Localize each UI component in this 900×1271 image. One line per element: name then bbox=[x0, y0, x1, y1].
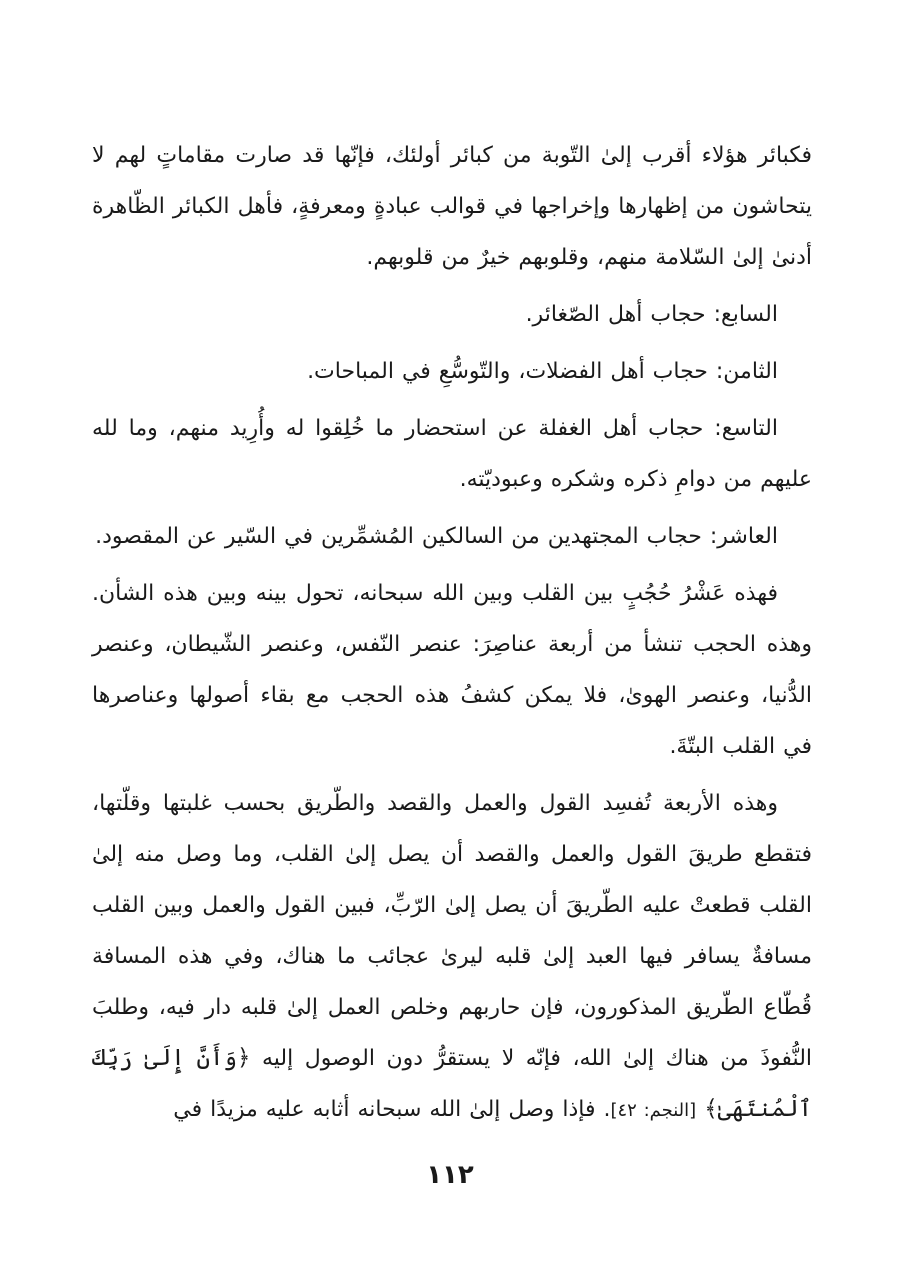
paragraph-tenth-veil: العاشر: حجاب المجتهدين من السالكين المُشمِّرين في السّير عن المقصود. bbox=[95, 524, 778, 549]
paragraph-four-elements bbox=[92, 778, 812, 1136]
paragraph-ten-veils-summary: فهذه عَشْرُ حُجُبٍ بين القلب وبين الله سبحانه، تحول بينه وبين هذه الشأن. وهذه الحجب تنشأ من أربعة عناصِرَ: عنصر النّفس، وعنصر الشّيطان، وعنصر الدُّنيا، وعنصر الهوىٰ، فلا يمكن كشفُ هذه الحجب مع بقاء أصولها وعناصرها في القلب البتّةَ. bbox=[92, 581, 812, 759]
quran-verse: ﴿وَأَنَّ إِلَىٰ رَبِّكَ ٱلْمُنتَهَىٰ﴾ bbox=[92, 1045, 812, 1122]
page-body bbox=[92, 130, 812, 1142]
paragraph-ninth-veil: التاسع: حجاب أهل الغفلة عن استحضار ما خُلِقوا له وأُرِيد منهم، وما لله عليهم من دوامِ ذكره وشكره وعبوديّته. bbox=[92, 416, 812, 492]
paragraph-text-before-verse: وهذه الأربعة تُفسِد القول والعمل والقصد والطّريق بحسب غلبتها وقلّتها، فتقطع طريقَ القول والعمل والقصد أن يصل إلىٰ القلب، وما وصل منه إلىٰ القلب قطعتْ عليه الطّريقَ أن يصل إلىٰ الرّبِّ، فبين القول والعمل وبين القلب مسافةٌ يسافر فيها العبد إلىٰ قلبه ليرىٰ عجائب ما هناك، وفي هذه المسافة قُطّاع الطّريق المذكورون، فإن حاربهم وخلص العمل إلىٰ قلبه دار فيه، وطلبَ النُّفوذَ من هناك إلىٰ الله، فإنّه لا يستقرُّ دون الوصول إليه bbox=[92, 791, 813, 1071]
paragraph-kabair: فكبائر هؤلاء أقرب إلىٰ التّوبة من كبائر أولئك، فإنّها قد صارت مقاماتٍ لهم لا يتحاشون من إظهارها وإخراجها في قوالب عبادةٍ ومعرفةٍ، فأهل الكبائر الظّاهرة أدنىٰ إلىٰ السّلامة منهم، وقلوبهم خيرٌ من قلوبهم. bbox=[92, 143, 812, 270]
verse-reference: [النجم: ٤٢] bbox=[610, 1100, 697, 1121]
paragraph-eighth-veil: الثامن: حجاب أهل الفضلات، والتّوسُّعِ في المباحات. bbox=[307, 359, 778, 384]
paragraph-text-after-verse: . فإذا وصل إلىٰ الله سبحانه أثابه عليه مزيدًا في bbox=[173, 1097, 611, 1122]
page-number: ١١٢ bbox=[426, 1160, 474, 1190]
paragraph-seventh-veil: السابع: حجاب أهل الصّغائر. bbox=[525, 302, 778, 327]
